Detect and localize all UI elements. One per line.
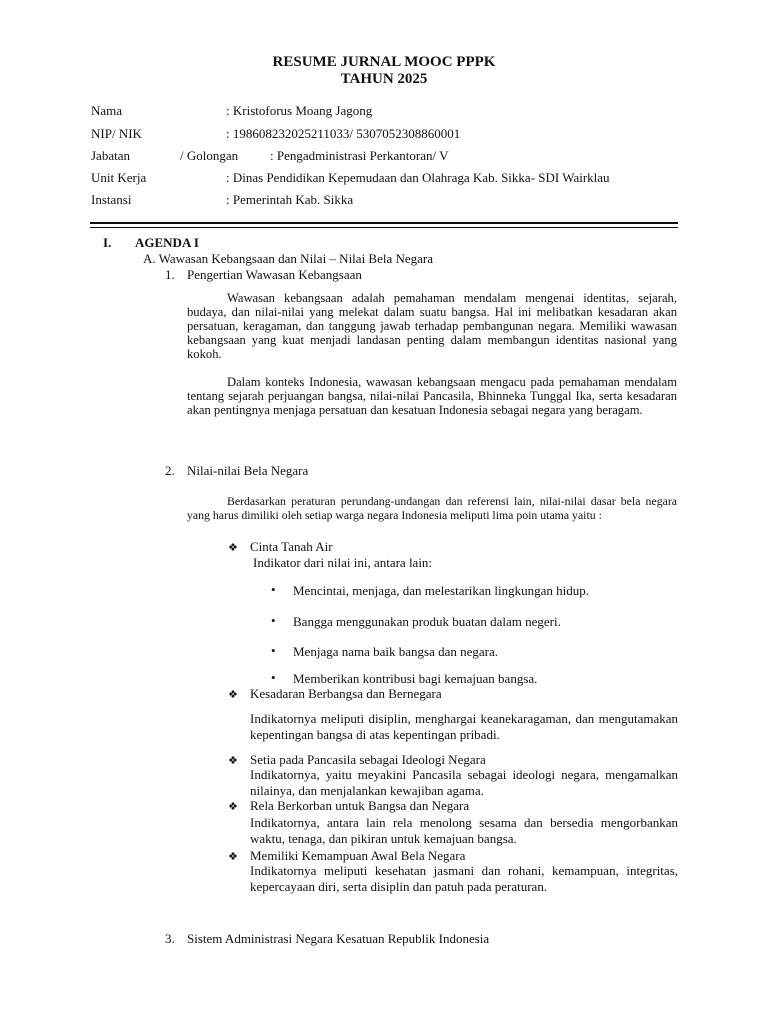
diamond-bullet-icon: ❖: [228, 851, 238, 863]
bullet-icon: •: [271, 582, 276, 597]
item-2-number: 2.: [165, 463, 175, 478]
item-1-paragraph-2: Dalam konteks Indonesia, wawasan kebangsaan mengacu pada pemahaman mendalam tentang sejarah perjuangan bangsa, nilai-nilai Pancasila, Bhinneka Tunggal Ika, serta kesadaran akan pentingnya menjaga persatuan dan kesatuan Indonesia sebagai negara yang beragam.: [187, 375, 677, 417]
item-1-title: Pengertian Wawasan Kebangsaan: [187, 267, 362, 282]
bullet-icon: •: [271, 643, 276, 658]
golongan-label: / Golongan: [180, 148, 239, 163]
value-1-title: Cinta Tanah Air: [250, 539, 333, 554]
divider-thick: [90, 222, 678, 224]
instansi-value: : Pemerintah Kab. Sikka: [226, 192, 354, 207]
value-1-bullet-2: Bangga menggunakan produk buatan dalam negeri.: [293, 614, 561, 629]
value-3-title: Setia pada Pancasila sebagai Ideologi Negara: [250, 752, 486, 767]
diamond-bullet-icon: ❖: [228, 542, 238, 554]
item-2-title: Nilai-nilai Bela Negara: [187, 463, 309, 478]
diamond-bullet-icon: ❖: [228, 801, 238, 813]
item-1-number: 1.: [165, 267, 175, 282]
value-1-bullet-1: Mencintai, menjaga, dan melestarikan lingkungan hidup.: [293, 583, 590, 598]
nip-label: NIP/ NIK: [91, 126, 142, 141]
nama-value: : Kristoforus Moang Jagong: [226, 103, 373, 118]
section-a-heading: A. Wawasan Kebangsaan dan Nilai – Nilai Bela Negara: [143, 251, 434, 266]
instansi-label: Instansi: [91, 192, 132, 207]
value-5-title: Memiliki Kemampuan Awal Bela Negara: [250, 848, 466, 863]
divider-thin: [90, 227, 678, 228]
value-1-intro: Indikator dari nilai ini, antara lain:: [253, 555, 433, 570]
nama-label: Nama: [91, 103, 123, 118]
unit-kerja-label: Unit Kerja: [91, 170, 147, 185]
item-2-intro: Berdasarkan peraturan perundang-undangan dan referensi lain, nilai-nilai dasar bela negara yang harus dimiliki oleh setiap warga negara Indonesia meliputi lima poin utama yaitu :: [187, 494, 677, 522]
agenda-title: AGENDA I: [135, 235, 199, 250]
unit-kerja-value: : Dinas Pendidikan Kepemudaan dan Olahraga Kab. Sikka- SDI Wairklau: [226, 170, 610, 185]
document-title: RESUME JURNAL MOOC PPPK: [272, 54, 496, 70]
diamond-bullet-icon: ❖: [228, 755, 238, 767]
item-3-number: 3.: [165, 931, 175, 946]
value-2-text: Indikatornya meliputi disiplin, menghargai keanekaragaman, dan mengutamakan kepentingan bangsa di atas kepentingan pribadi.: [250, 711, 678, 742]
diamond-bullet-icon: ❖: [228, 689, 238, 701]
value-4-text: Indikatornya, antara lain rela menolong sesama dan bersedia mengorbankan waktu, tenaga, dan pikiran untuk kemajuan bangsa.: [250, 815, 678, 846]
document-year: TAHUN 2025: [340, 71, 428, 87]
bullet-icon: •: [271, 613, 276, 628]
agenda-numeral: I.: [103, 235, 112, 250]
value-2-title: Kesadaran Berbangsa dan Bernegara: [250, 686, 442, 701]
jabatan-value: : Pengadministrasi Perkantoran/ V: [270, 148, 449, 163]
value-1-bullet-3: Menjaga nama baik bangsa dan negara.: [293, 644, 499, 659]
value-3-text: Indikatornya, yaitu meyakini Pancasila sebagai ideologi negara, mengamalkan nilainya, dan menjalankan kewajiban agama.: [250, 767, 678, 798]
value-4-title: Rela Berkorban untuk Bangsa dan Negara: [250, 798, 470, 813]
bullet-icon: •: [271, 670, 276, 685]
item-3-title: Sistem Administrasi Negara Kesatuan Republik Indonesia: [187, 931, 490, 946]
jabatan-label: Jabatan: [91, 148, 130, 163]
value-5-text: Indikatornya meliputi kesehatan jasmani dan rohani, kemampuan, integritas, kepercayaan diri, serta disiplin dan patuh pada peraturan.: [250, 863, 678, 894]
nip-value: : 19860823202521103​3/ 5307052308860001: [226, 126, 461, 141]
value-1-bullet-4: Memberikan kontribusi bagi kemajuan bangsa.: [293, 671, 538, 686]
item-1-paragraph-1: Wawasan kebangsaan adalah pemahaman mendalam mengenai identitas, sejarah, budaya, dan nilai-nilai yang melekat dalam suatu bangsa. Hal ini melibatkan kesadaran akan persatuan, keragaman, dan tanggung jawab terhadap pembangunan negara. Memiliki wawasan kebangsaan yang kuat menjadi landasan penting dalam membangun identitas nasional yang kokoh.: [187, 291, 677, 361]
